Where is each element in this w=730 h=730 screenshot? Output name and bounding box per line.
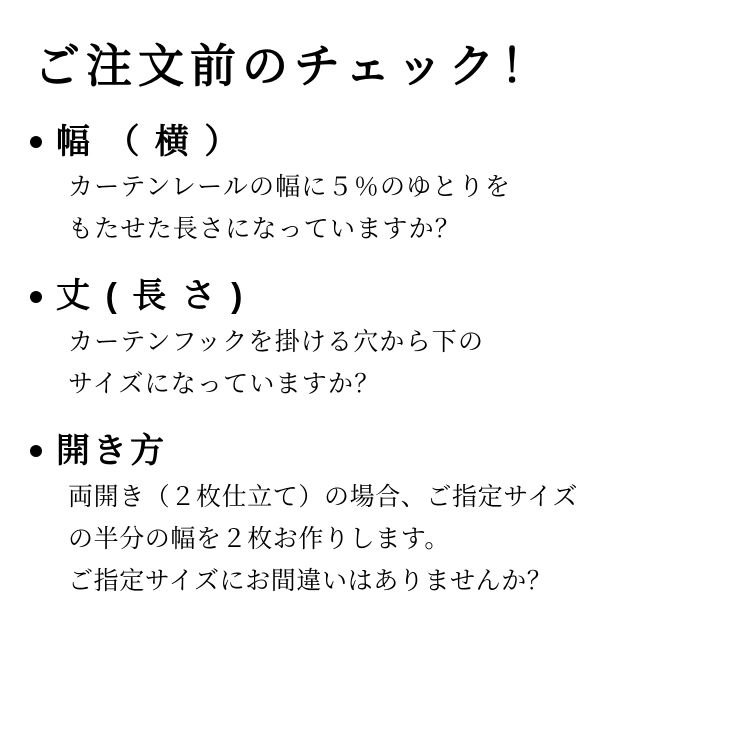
checklist-item-title: 幅 （ 横 ） (56, 122, 242, 161)
body-line: 両開き（２枚仕立て）の場合、ご指定サイズ (68, 482, 579, 511)
filled-dot-icon (30, 445, 42, 457)
list-item (28, 122, 702, 251)
checklist-item-body (68, 476, 702, 602)
body-line: サイズになっていますか？ (68, 370, 381, 399)
checklist-item-title: 丈 ( 長 さ ) (56, 277, 246, 316)
list-item (28, 276, 702, 405)
list-item (28, 431, 702, 602)
body-line: もたせた長さになっていますか？ (68, 215, 462, 244)
checklist-item-body (68, 321, 702, 405)
filled-dot-icon (30, 136, 42, 148)
body-line: ご指定サイズにお間違いはありませんか？ (68, 566, 553, 595)
checklist-item-heading (30, 122, 702, 163)
checklist-item-heading (30, 276, 702, 317)
checklist-item-title: 開き方 (56, 432, 167, 471)
checklist-item-body (68, 166, 702, 250)
body-line: の半分の幅を２枚お作りします。 (68, 524, 451, 553)
page-title: ご注文前のチェック！ (34, 40, 553, 92)
checklist (28, 122, 702, 602)
body-line: カーテンフックを掛ける穴から下の (68, 328, 485, 357)
checklist-item-heading (30, 431, 702, 472)
filled-dot-icon (30, 291, 42, 303)
body-line: カーテンレールの幅に５％のゆとりを (68, 173, 512, 202)
